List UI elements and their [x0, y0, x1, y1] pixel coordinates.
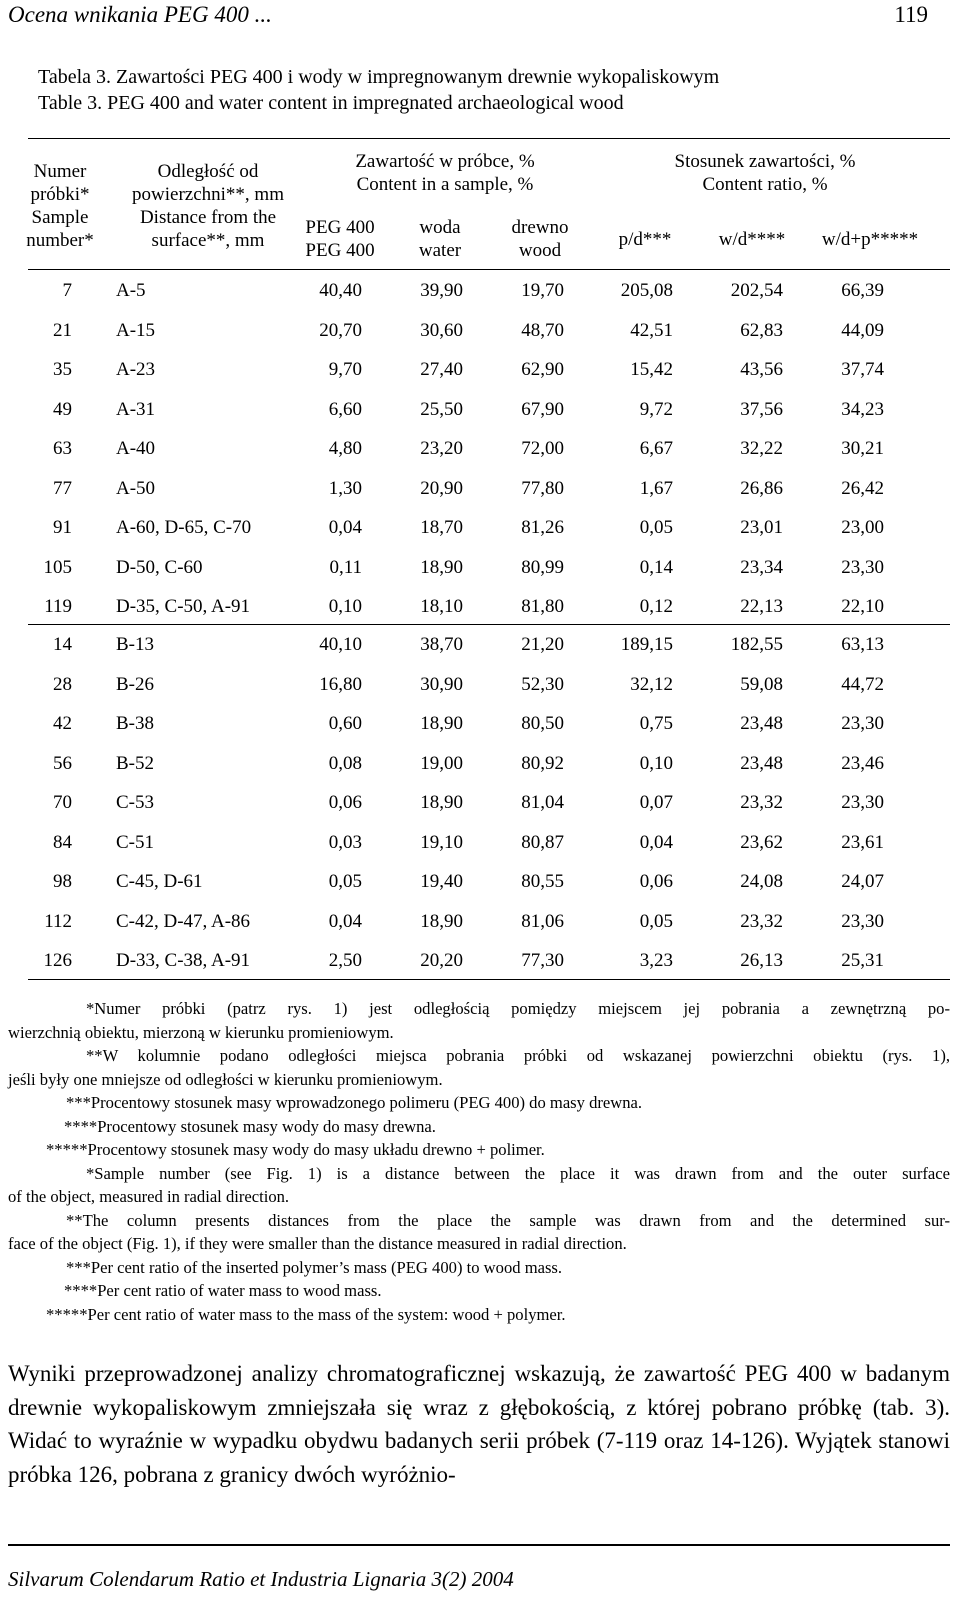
table-cell: C-45, D-61 [116, 871, 203, 892]
table-cell: 0,05 [328, 871, 362, 892]
footnote-continuation: wierzchnią obiektu, mierzoną w kierunku promieniowym. [8, 1022, 394, 1042]
header-peg [295, 216, 385, 262]
table-cell: 81,80 [521, 596, 564, 617]
table-cell: 126 [43, 950, 72, 971]
table-cell: B-26 [116, 673, 154, 695]
footer-rule [8, 1544, 950, 1546]
footnote-continuation: jeśli były one mniejsze od odległości w kierunku promieniowym. [8, 1069, 443, 1089]
table-cell: A-50 [116, 477, 156, 499]
header-line: Sample [31, 207, 89, 228]
table-cell: 23,48 [740, 713, 783, 734]
table-cell: 7 [62, 280, 72, 301]
header-line: wood [518, 240, 562, 261]
table-cell: 84 [53, 831, 72, 853]
footnote-line: *****Per cent ratio of water mass to the mass of the system: wood + polymer. [46, 1304, 566, 1324]
footnote-line: ****Procentowy stosunek masy wody do masy drewna. [64, 1116, 436, 1136]
table-cell: 0,12 [639, 596, 673, 617]
table-cell: 119 [44, 596, 72, 617]
table-cell: B-38 [116, 713, 154, 734]
table-cell: B-52 [116, 752, 154, 774]
header-line: Content in a sample, % [356, 174, 534, 195]
table-cell: 6,67 [639, 438, 673, 459]
table-cell: 80,99 [521, 556, 564, 578]
table-cell: 26,86 [740, 477, 783, 499]
table-cell: 20,20 [420, 950, 463, 971]
table-cell: 44,72 [841, 673, 884, 695]
table-cell: 44,09 [841, 319, 884, 341]
table-cell: 59,08 [740, 673, 783, 695]
header-line: Content ratio, % [702, 174, 828, 195]
running-header [8, 0, 928, 34]
table-cell: 0,07 [639, 792, 673, 813]
table-cell: 189,15 [620, 634, 673, 655]
table-cell: 62,83 [740, 319, 783, 341]
header-line: Zawartość w próbce, % [355, 151, 535, 172]
table-cell: 26,13 [740, 950, 783, 971]
table-cell: 70 [53, 792, 72, 813]
header-line: Stosunek zawartości, % [674, 151, 856, 172]
footnote-continuation: face of the object (Fig. 1), if they were smaller than the distance measured in radial direction. [8, 1234, 627, 1253]
table-cell: 0,06 [639, 871, 673, 892]
table-cell: D-33, C-38, A-91 [116, 950, 251, 971]
table-cell: 21 [53, 319, 72, 341]
header-wdp: w/d+p***** [821, 229, 919, 250]
table-cell: 67,90 [521, 398, 564, 420]
table-cell: 0,10 [639, 752, 673, 774]
footnote [8, 1091, 950, 1115]
table-cell: 105 [43, 556, 72, 578]
footnote [8, 1256, 950, 1280]
table-cell: 0,04 [639, 831, 673, 853]
footnote [8, 1044, 950, 1091]
table-cell: 18,90 [420, 713, 463, 734]
footnote-line: ***Procentowy stosunek masy wprowadzonego polimeru (PEG 400) do masy drewna. [66, 1093, 643, 1112]
table-cell: 0,05 [639, 517, 673, 538]
table-cell: 9,70 [328, 359, 362, 380]
table-cell: 23,00 [841, 517, 884, 538]
header-line: PEG 400 [305, 217, 375, 238]
table-cell: 205,08 [620, 280, 673, 301]
page-number: 119 [894, 2, 928, 27]
table-cell: 18,70 [420, 517, 463, 538]
body-paragraph: Wyniki przeprowadzonej analizy chromatograficznej wskazują, że zawartość PEG 400 w badanym drewnie wykopaliskowym zmniejszała się wraz z głębokością, z której pobrano próbkę (tab. 3). Widać to wyraźnie w wypadku obydwu badanych serii próbek (7-119 oraz 14-126). Wyjątek stanowi próbka 126, pobrana z granicy dwóch wyróżnio- [8, 1361, 950, 1487]
table-cell: 26,42 [841, 477, 884, 499]
table-cell: C-42, D-47, A-86 [116, 910, 251, 932]
table-cell: 40,10 [319, 634, 362, 655]
table-cell: 0,04 [328, 910, 362, 932]
table-cell: 48,70 [521, 319, 564, 341]
header-line: surface**, mm [151, 230, 265, 251]
table-cell: 23,30 [841, 713, 884, 734]
table-caption-english: Table 3. PEG 400 and water content in impregnated archaeological wood [38, 92, 624, 114]
header-pd: p/d*** [618, 229, 672, 250]
table-cell: 25,31 [841, 950, 884, 971]
table-caption-polish: Tabela 3. Zawartości PEG 400 i wody w impregnowanym drewnie wykopaliskowym [38, 66, 720, 88]
table-cell: 112 [44, 910, 72, 932]
table-cell: 66,39 [841, 280, 884, 301]
table-cell: 30,90 [420, 673, 463, 695]
table-cell: 56 [53, 752, 72, 774]
table-cell: 14 [53, 634, 72, 655]
table-cell: 80,50 [521, 713, 564, 734]
table-cell: 39,90 [420, 280, 463, 301]
header-content-group [300, 150, 590, 196]
footnote [8, 1162, 950, 1209]
table-cell: 0,60 [328, 713, 362, 734]
footnote [8, 1303, 950, 1327]
table-cell: A-31 [116, 398, 156, 420]
table-cell: 27,40 [420, 359, 463, 380]
table-cell: 40,40 [319, 280, 362, 301]
table-cell: 23,34 [740, 556, 783, 578]
table-cell: 21,20 [521, 634, 564, 655]
header-line: woda [419, 217, 461, 238]
table-cell: 32,22 [740, 438, 783, 459]
table-cell: 22,10 [841, 596, 884, 617]
table-cell: 32,12 [630, 673, 673, 695]
table-cell: 38,70 [420, 634, 463, 655]
table-cell: 23,48 [740, 752, 783, 774]
table-cell: D-35, C-50, A-91 [116, 596, 251, 617]
table-cell: 0,11 [329, 556, 362, 578]
table-cell: 37,74 [841, 359, 884, 380]
table-cell: 23,20 [420, 438, 463, 459]
table-cell: 34,23 [841, 398, 884, 420]
table-cell: 19,40 [420, 871, 463, 892]
table-cell: 52,30 [521, 673, 564, 695]
table-cell: 0,10 [328, 596, 362, 617]
header-line: drewno [511, 217, 569, 238]
table-cell: D-50, C-60 [116, 556, 203, 578]
journal-footer: Silvarum Colendarum Ratio et Industria Lignaria 3(2) 2004 [8, 1567, 514, 1591]
footnote [8, 1115, 950, 1139]
header-line: water [418, 240, 462, 261]
table-cell: 35 [53, 359, 72, 380]
table-cell: 20,70 [319, 319, 362, 341]
series-separator-rule [28, 624, 950, 625]
table-cell: 20,90 [420, 477, 463, 499]
table-cell: 23,32 [740, 792, 783, 813]
table-cell: 37,56 [740, 398, 783, 420]
table-cell: 16,80 [319, 673, 362, 695]
header-line: Numer [33, 161, 87, 182]
table-cell: 80,92 [521, 752, 564, 774]
table-cell: 42,51 [630, 319, 673, 341]
table-cell: C-53 [116, 792, 154, 813]
table-cell: 30,60 [420, 319, 463, 341]
footnote [8, 997, 950, 1044]
header-line: próbki* [30, 184, 90, 205]
footnote-line: **W kolumnie podano odległości miejsca pobrania próbki od wskazanej powierzchni obiektu (rys. 1), [86, 1046, 950, 1065]
table-cell: 3,23 [639, 950, 673, 971]
footnote-line: *****Procentowy stosunek masy wody do masy układu drewno + polimer. [46, 1140, 545, 1159]
table-cell: 23,30 [841, 556, 884, 578]
running-title: Ocena wnikania PEG 400 ... [8, 2, 272, 27]
table-cell: 62,90 [521, 359, 564, 380]
header-wood [500, 216, 580, 262]
footnote-line: ***Per cent ratio of the inserted polymer’s mass (PEG 400) to wood mass. [66, 1257, 563, 1277]
table-cell: A-23 [116, 359, 156, 380]
table-cell: 23,61 [841, 831, 884, 853]
table-cell: A-60, D-65, C-70 [116, 517, 252, 538]
table-bottom-rule [28, 979, 950, 980]
table-cell: A-15 [116, 319, 156, 341]
header-sample-number [20, 160, 100, 252]
table-cell: 81,04 [521, 792, 564, 813]
footnote [8, 1279, 950, 1303]
table-cell: A-5 [116, 280, 146, 301]
table-cell: 91 [53, 517, 72, 538]
table-cell: 24,08 [740, 871, 783, 892]
footnote-line: *Numer próbki (patrz rys. 1) jest odległością pomiędzy miejscem jej pobrania a zewnętrzną po- [86, 999, 950, 1018]
footnote-continuation: of the object, measured in radial direction. [8, 1187, 290, 1206]
table-cell: 19,10 [420, 831, 463, 853]
header-ratio-group [640, 150, 890, 196]
footnote [8, 1209, 950, 1256]
table-cell: 98 [53, 871, 72, 892]
table-cell: 202,54 [730, 280, 783, 301]
table-cell: 0,03 [328, 831, 362, 853]
table-cell: C-51 [116, 831, 154, 853]
table-cell: 0,04 [328, 517, 362, 538]
header-water [400, 216, 480, 262]
table-cell: 18,10 [420, 596, 463, 617]
header-line: PEG 400 [305, 240, 375, 261]
footnote [8, 1138, 950, 1162]
table-cell: 2,50 [328, 950, 362, 971]
table-cell: 23,01 [740, 517, 783, 538]
table-cell: 43,56 [740, 359, 783, 380]
table-cell: B-13 [116, 634, 154, 655]
header-bottom-rule [28, 269, 950, 270]
table-cell: 63,13 [841, 634, 884, 655]
table-cell: A-40 [116, 438, 156, 459]
table-cell: 23,32 [740, 910, 783, 932]
table-cell: 81,06 [521, 910, 564, 932]
table-cell: 0,05 [639, 910, 673, 932]
table-cell: 81,26 [521, 517, 564, 538]
table-cell: 1,67 [639, 477, 673, 499]
table-cell: 23,62 [740, 831, 783, 853]
table-cell: 19,70 [521, 280, 564, 301]
table-cell: 25,50 [420, 398, 463, 420]
table-cell: 18,90 [420, 792, 463, 813]
footnote-line: ****Per cent ratio of water mass to wood mass. [64, 1281, 382, 1300]
table-cell: 23,46 [841, 752, 884, 774]
header-distance [118, 160, 298, 252]
table-cell: 72,00 [521, 438, 564, 459]
table-cell: 22,13 [740, 596, 783, 617]
table-cell: 80,87 [521, 831, 564, 853]
table-cell: 0,06 [328, 792, 362, 813]
table-cell: 63 [53, 438, 72, 459]
table-cell: 77,30 [521, 950, 564, 971]
table-cell: 42 [53, 713, 72, 734]
table-cell: 0,14 [639, 556, 673, 578]
table-cell: 24,07 [841, 871, 884, 892]
table-cell: 30,21 [841, 438, 884, 459]
table-cell: 23,30 [841, 792, 884, 813]
footnote-line: **The column presents distances from the place the sample was drawn from and the determined sur- [66, 1210, 950, 1230]
table-cell: 80,55 [521, 871, 564, 892]
table-cell: 4,80 [328, 438, 362, 459]
header-line: Distance from the [139, 207, 277, 228]
table-cell: 77 [53, 477, 72, 499]
table-cell: 49 [53, 398, 72, 420]
table-cell: 1,30 [328, 477, 362, 499]
header-line: Odległość od [157, 161, 259, 182]
table-top-rule [28, 138, 950, 139]
table-cell: 6,60 [328, 398, 362, 420]
table-cell: 23,30 [841, 910, 884, 932]
table-cell: 18,90 [420, 556, 463, 578]
footnote-line: *Sample number (see Fig. 1) is a distance between the place it was drawn from and the outer surface [86, 1163, 950, 1183]
table-cell: 15,42 [630, 359, 673, 380]
table-cell: 0,75 [639, 713, 673, 734]
table-cell: 9,72 [639, 398, 673, 420]
header-line: powierzchni**, mm [132, 184, 284, 205]
table-cell: 182,55 [730, 634, 783, 655]
table-cell: 18,90 [420, 910, 463, 932]
table-cell: 77,80 [521, 477, 564, 499]
header-line: number* [26, 230, 94, 251]
table-cell: 28 [53, 673, 72, 695]
header-wd: w/d**** [718, 229, 786, 250]
table-cell: 19,00 [420, 752, 463, 774]
table-cell: 0,08 [328, 752, 362, 774]
table-footnotes [8, 997, 950, 1326]
